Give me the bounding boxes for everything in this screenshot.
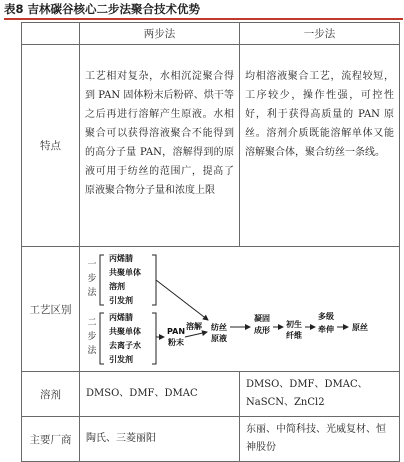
two-step-item-initiator: 引发剂 bbox=[109, 355, 133, 364]
solvent-two-step-cell bbox=[80, 372, 240, 417]
two-step-arrow-2 bbox=[185, 332, 207, 337]
two-step-item-deionized-water: 去离子水 bbox=[109, 341, 141, 350]
spinning-solution-label-1: 纺丝 bbox=[211, 323, 227, 332]
makers-row bbox=[22, 417, 400, 462]
features-row bbox=[22, 45, 400, 247]
nascent-fiber-label-1: 初生 bbox=[286, 320, 302, 329]
features-one-step-cell bbox=[240, 45, 400, 247]
one-step-items-bracket bbox=[152, 255, 156, 305]
one-step-arrow bbox=[156, 280, 208, 320]
coagulation-label-2: 成形 bbox=[254, 326, 270, 335]
one-step-items bbox=[109, 253, 141, 305]
process-row bbox=[22, 247, 400, 372]
pan-powder-label-2: 粉末 bbox=[168, 338, 184, 347]
two-step-label-1: 二 bbox=[87, 318, 97, 328]
header-one-step: 一步法 bbox=[240, 23, 400, 45]
features-label: 特点 bbox=[22, 45, 80, 247]
features-two-step-cell bbox=[80, 45, 240, 247]
one-step-item-comonomer: 共聚单体 bbox=[109, 268, 141, 277]
title-rule bbox=[4, 18, 403, 20]
two-step-bracket bbox=[100, 313, 104, 364]
solvent-two-step-text: DMSO、DMF、DMAC bbox=[86, 388, 198, 399]
multistage-label-2: 牵伸 bbox=[318, 325, 334, 334]
solvent-row bbox=[22, 372, 400, 417]
one-step-bracket bbox=[100, 255, 104, 305]
multistage-label-1: 多级 bbox=[318, 312, 334, 321]
header-two-step: 两步法 bbox=[80, 23, 240, 45]
process-label: 工艺区别 bbox=[22, 247, 80, 372]
two-step-items-bracket bbox=[152, 313, 156, 364]
one-step-item-acrylonitrile: 丙烯腈 bbox=[109, 254, 133, 263]
coagulation-label-1: 凝固 bbox=[254, 314, 270, 323]
header-empty bbox=[22, 23, 80, 45]
solvent-one-step-cell bbox=[240, 372, 400, 417]
process-diagram-cell bbox=[80, 247, 400, 372]
makers-label: 主要厂商 bbox=[22, 417, 80, 462]
makers-one-step-cell bbox=[240, 417, 400, 462]
spinning-solution-label-2: 原液 bbox=[211, 334, 227, 343]
two-step-item-acrylonitrile: 丙烯腈 bbox=[109, 313, 133, 322]
two-step-items bbox=[109, 312, 141, 364]
solvent-one-step-text: DMSO、DMF、DMAC、NaSCN、ZnCl2 bbox=[246, 379, 368, 408]
makers-two-step-text: 陶氏、三菱丽阳 bbox=[86, 433, 156, 444]
one-step-item-solvent: 溶剂 bbox=[109, 282, 125, 291]
features-two-step-text: 工艺相对复杂，水相沉淀聚合得到 PAN 固体粉末后粉碎、烘干等之后再进行溶解产生原液。水相聚合可以获得溶液聚合不能得到的高分子量 PAN，溶解得到的原液可用于纺丝的范围广，提高了原液聚合物分子量和浓度上限 bbox=[85, 71, 234, 196]
nascent-fiber-label-2: 纤维 bbox=[286, 331, 302, 340]
pan-powder-label-1: PAN bbox=[167, 327, 186, 336]
makers-two-step-cell bbox=[80, 417, 240, 462]
two-step-item-comonomer: 共聚单体 bbox=[109, 327, 141, 336]
two-step-label-3: 法 bbox=[87, 346, 97, 356]
one-step-label-1: 一 bbox=[87, 260, 97, 270]
one-step-item-initiator: 引发剂 bbox=[109, 296, 133, 305]
comparison-table bbox=[21, 22, 400, 462]
dissolve-label: 溶解 bbox=[186, 322, 202, 331]
header-row bbox=[22, 23, 400, 45]
one-step-label-2: 步 bbox=[87, 274, 97, 284]
makers-one-step-text: 东丽、中简科技、光威复材、恒神股份 bbox=[246, 424, 386, 453]
one-step-label-3: 法 bbox=[87, 288, 97, 298]
process-flow-diagram bbox=[80, 247, 400, 371]
features-one-step-text: 均相溶液聚合工艺，流程较短，工序较少，操作性强，可控性好，利于获得高质量的 PAN 原丝。溶剂介质既能溶解单体又能溶解聚合体，聚合纺丝一条线。 bbox=[245, 71, 394, 158]
table-title: 表8 吉林碳谷核心二步法聚合技术优势 bbox=[4, 2, 201, 16]
precursor-label: 原丝 bbox=[352, 323, 368, 332]
two-step-label-2: 步 bbox=[87, 332, 97, 342]
solvent-label: 溶剂 bbox=[22, 372, 80, 417]
